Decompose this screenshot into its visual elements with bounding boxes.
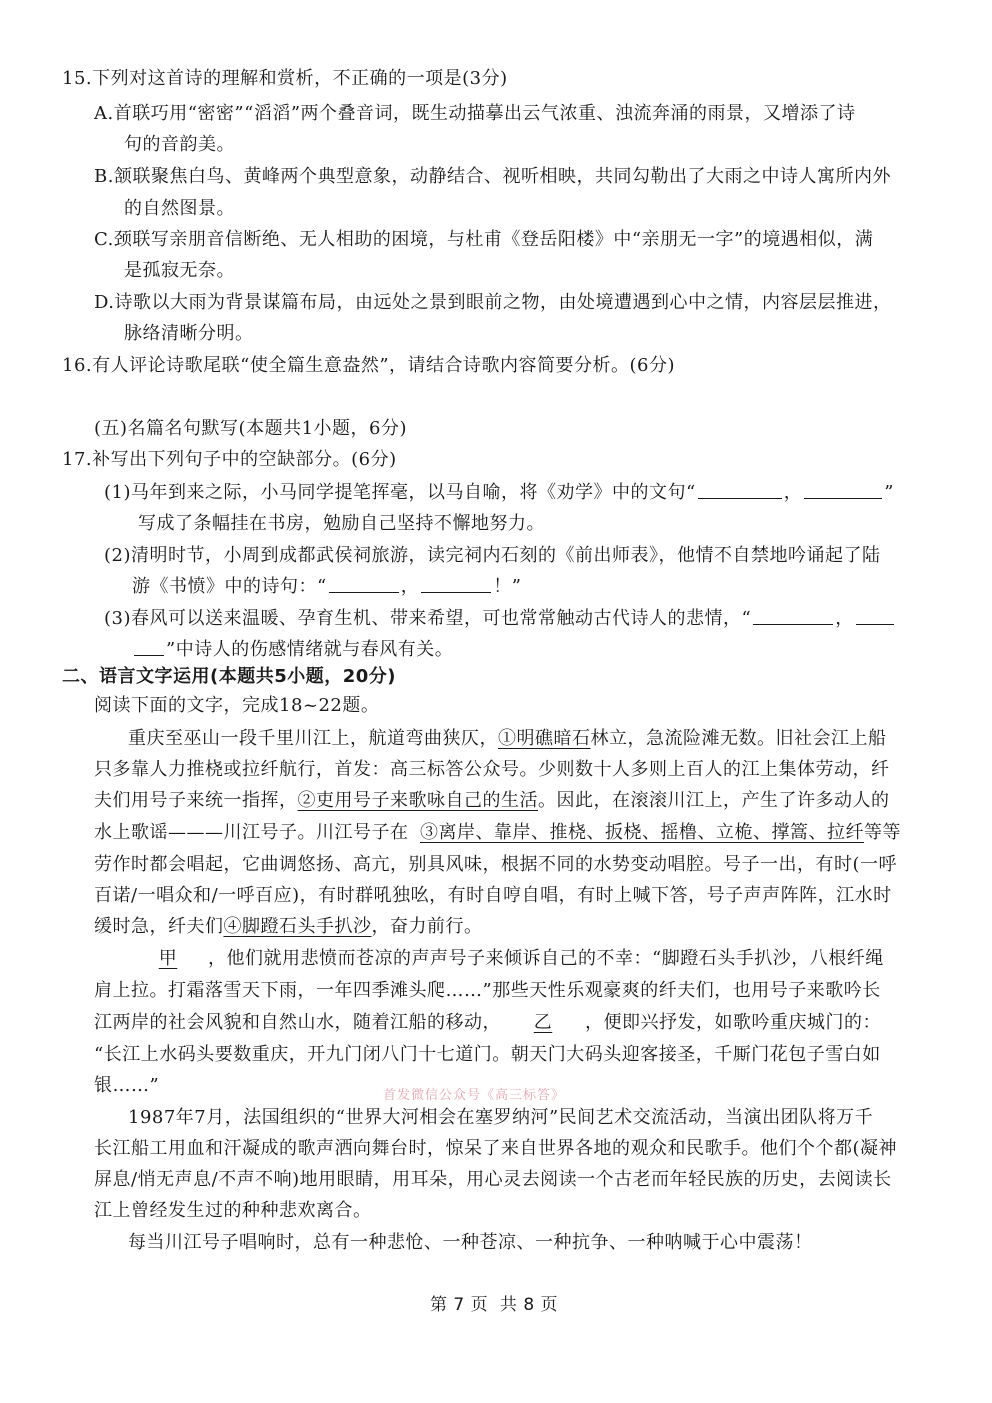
blank-jia[interactable]: 甲: [158, 948, 178, 969]
page-number: 第 7 页 共 8 页: [430, 1295, 559, 1315]
passage-p1-line5: 劳作时都会唱起，它曲调悠扬、高亢，别具风味，根据不同的水势变动唱腔。号子一出，有时(一呼: [94, 854, 898, 875]
section2-title: 二、语言文字运用(本题共5小题，20分): [62, 666, 397, 687]
q15-stem: 15.下列对这首诗的理解和赏析，不正确的一项是(3分): [62, 68, 508, 89]
q17-item1-cont: 写成了条幅挂在书房，勉励自己坚持不懈地努力。: [138, 513, 545, 534]
underlined-phrase-3: ③离岸、靠岸、推桡、扳桡、摇橹、立桅、撑篙、拉纤: [420, 822, 864, 843]
underlined-phrase-2: ②吏用号子来歌咏自己的生活: [297, 790, 538, 811]
q17-item3-cont: ”中诗人的伤感情绪就与春风有关。: [132, 637, 453, 663]
q17-stem: 17.补写出下列句子中的空缺部分。(6分): [62, 449, 397, 470]
blank-yi[interactable]: 乙: [533, 1012, 553, 1033]
q15-option-d: D.诗歌以大雨为背景谋篇布局，由远处之景到眼前之物，由处境遭遇到心中之情，内容层层推进，: [94, 292, 892, 313]
fill-blank[interactable]: [134, 637, 164, 656]
q15-option-b: B.颔联聚焦白鸟、黄峰两个典型意象，动静结合、视听相映，共同勾勒出了大雨之中诗人寓所内外: [94, 166, 891, 187]
q17-item3: (3)春风可以送来温暖、孕育生机、带来希望，可也常常触动古代诗人的悲情，“ ，: [104, 606, 896, 632]
passage-p3-line1: 1987年7月，法国组织的“世界大河相会在塞罗纳河”民间艺术交流活动，当演出团队将万千: [128, 1107, 874, 1128]
underlined-phrase-4: ④脚蹬石头手扒沙: [223, 916, 372, 937]
watermark-text: 首发微信公众号《高三标答》: [383, 1088, 566, 1103]
q15-option-d-cont: 脉络清晰分明。: [124, 323, 254, 344]
q17-item2-cont: 游《书愤》中的诗句：“ ， ！”: [132, 576, 522, 597]
underlined-phrase-1: ①明礁暗石: [498, 728, 591, 749]
passage-p1-line6: 百诺/一唱众和/一呼百应)，有时群吼独吆，有时自哼自唱，有时上喊下答，号子声声阵阵，江水时: [94, 885, 892, 906]
passage-p3-line2: 长江船工用血和汗凝成的歌声洒向舞台时，惊呆了来自世界各地的观众和民歌手。他们个个都(凝神: [94, 1138, 898, 1159]
fill-blank[interactable]: [804, 480, 882, 499]
q15-option-a: A.首联巧用“密密”“滔滔”两个叠音词，既生动描摹出云气浓重、浊流奔涌的雨景，又增添了诗: [94, 103, 856, 124]
q16-stem: 16.有人评论诗歌尾联“使全篇生意盎然”，请结合诗歌内容简要分析。(6分): [62, 355, 676, 376]
passage-p2-line1: 甲 ，他们就用悲愤而苍凉的声声号子来倾诉自己的不幸：“脚蹬石头手扒沙，八根纤绳: [128, 946, 884, 972]
q15-option-a-cont: 句的音韵美。: [124, 134, 235, 155]
fill-blank[interactable]: [698, 480, 782, 499]
passage-p1-line4: 水上歌谣———川江号子。川江号子在: [94, 822, 409, 843]
fill-blank[interactable]: [329, 574, 399, 593]
passage-p1-line7: 缓时急，纤夫们 ④脚蹬石头手扒沙 ，奋力前行。: [94, 914, 483, 940]
q17-item2: (2)清明时节，小周到成都武侯祠旅游，读完祠内石刻的《前出师表》，他情不自禁地吟诵起了陆: [104, 545, 881, 566]
passage-p3-line4: 江上曾经发生过的种种悲欢离合。: [94, 1200, 372, 1221]
passage-p2-line2: 肩上拉。打霜落雪天下雨，一年四季滩头爬……”那些天性乐观豪爽的纤夫们，也用号子来歌吟长: [94, 980, 881, 1001]
passage-p4-line1: 每当川江号子唱响时，总有一种悲怆、一种苍凉、一种抗争、一种呐喊于心中震荡！: [128, 1232, 813, 1253]
q17-item1: (1)马年到来之际，小马同学提笔挥毫，以马自喻，将《劝学》中的文句“ ， ”: [104, 482, 894, 503]
passage-p2-line5: 银……”: [94, 1075, 160, 1096]
passage-p1-line3: 夫们用号子来统一指挥， ②吏用号子来歌咏自己的生活 。因此，在滚滚川江上，产生了许多动人的: [94, 788, 890, 814]
q15-option-c: C.颈联写亲朋音信断绝、无人相助的困境，与杜甫《登岳阳楼》中“亲朋无一字”的境遇相似，满: [94, 229, 874, 250]
section2-intro: 阅读下面的文字，完成18~22题。: [94, 695, 380, 716]
fill-blank[interactable]: [753, 606, 833, 625]
passage-p3-line3: 屏息/悄无声息/不声不响)地用眼睛，用耳朵，用心灵去阅读一个古老而年轻民族的历史，去阅读长: [94, 1169, 892, 1190]
passage-p2-line4: “长江上水码头要数重庆，开九门闭八门十七道门。朝天门大码头迎客接圣，千厮门花包子雪白如: [94, 1044, 881, 1065]
passage-p1-line2: 只多靠人力推桡或拉纤航行，首发：高三标答公众号。少则数十人多则上百人的江上集体劳动，纤: [94, 759, 890, 780]
fill-blank[interactable]: [421, 574, 491, 593]
q15-option-c-cont: 是孤寂无奈。: [124, 260, 235, 281]
q15-option-b-cont: 的自然图景。: [124, 198, 235, 219]
fill-blank[interactable]: [856, 606, 894, 625]
passage-p1-line4-tail: ③离岸、靠岸、推桡、扳桡、摇橹、立桅、撑篙、拉纤 等等: [420, 820, 901, 846]
passage-p1-line1: 重庆至巫山一段千里川江上，航道弯曲狭仄， ①明礁暗石 林立，急流险滩无数。旧社会江上船: [128, 726, 887, 752]
passage-p2-line3: 江两岸的社会风貌和自然山水，随着江船的移动， 乙 ，便即兴抒发，如歌吟重庆城门的：: [94, 1010, 881, 1036]
section5-title: (五)名篇名句默写(本题共1小题，6分): [94, 418, 407, 439]
